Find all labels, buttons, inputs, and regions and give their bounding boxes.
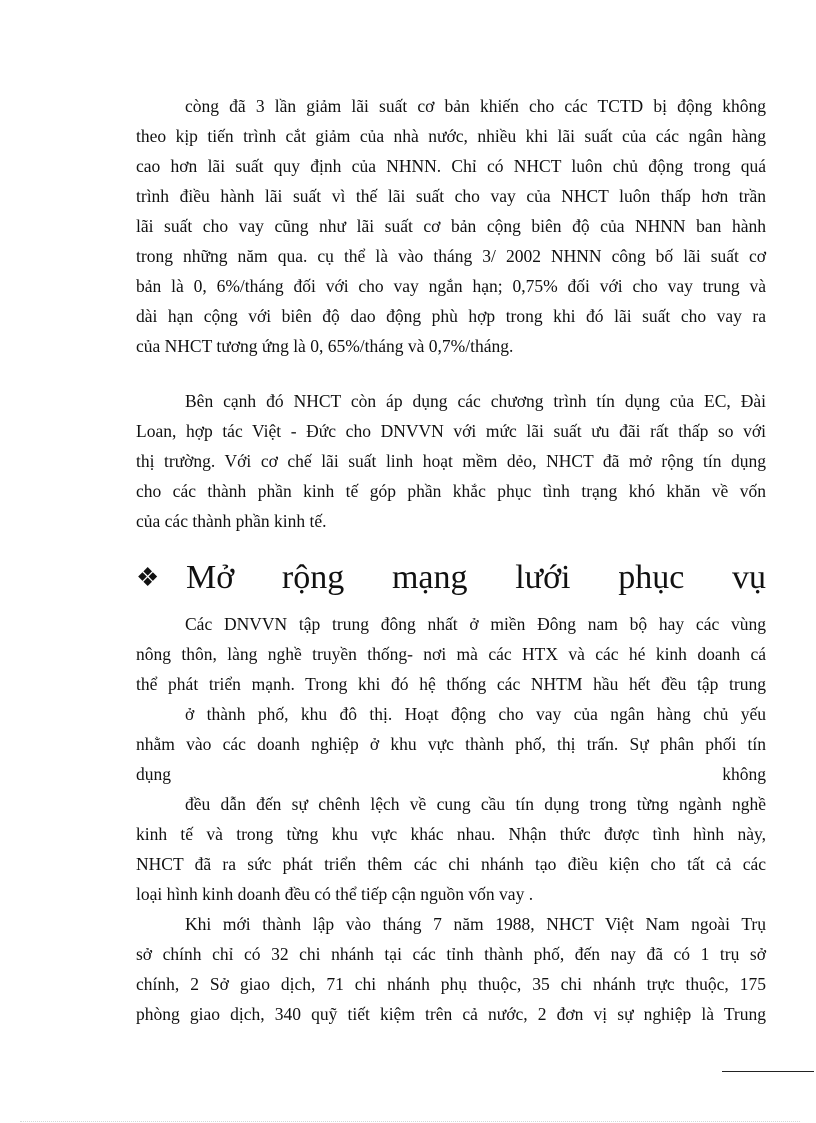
paragraph-branch-history: [136, 909, 766, 1029]
text-line: nông thôn, làng nghề truyền thống- nơi mà các HTX và các hé kinh doanh cá: [136, 644, 766, 664]
text-line: chính, 2 Sở giao dịch, 71 chi nhánh phụ thuộc, 35 chi nhánh trực thuộc, 175: [136, 974, 766, 994]
text-line: cho các thành phần kinh tế góp phần khắc phục tình trạng khó khăn về vốn: [136, 481, 766, 501]
text-line: ở thành phố, khu đô thị. Hoạt động cho vay của ngân hàng chủ yếu: [185, 704, 766, 724]
text-line: bản là 0, 6%/tháng đối với cho vay ngắn hạn; 0,75% đối với cho vay trung và: [136, 276, 766, 296]
text-line: cao hơn lãi suất quy định của NHNN. Chỉ có NHCT luôn chủ động trong quá: [136, 156, 766, 176]
text-line: còng đã 3 lần giảm lãi suất cơ bản khiến cho các TCTD bị động không: [185, 96, 766, 116]
section-heading-text: Mở rộng mạng lưới phục vụ: [186, 559, 766, 596]
text-line: sở chính chỉ có 32 chi nhánh tại các tỉnh thành phố, đến nay đã có 1 trụ sở: [136, 944, 766, 964]
text-line: theo kịp tiến trình cắt giảm của nhà nước, nhiều khi lãi suất của các ngân hàng: [136, 126, 766, 146]
section-heading: [136, 556, 766, 600]
text-line: thị trường. Với cơ chế lãi suất linh hoạt mềm dẻo, NHCT đã mở rộng tín dụng: [136, 451, 766, 471]
paragraph-network-expansion: [136, 609, 766, 909]
paragraph-credit-programs: [136, 386, 766, 536]
text-line: Loan, hợp tác Việt - Đức cho DNVVN với mức lãi suất ưu đãi rất thấp so với: [136, 421, 766, 441]
text-line: nhằm vào các doanh nghiệp ở khu vực thành phố, thị trấn. Sự phân phối tín: [136, 734, 766, 754]
text-line: dài hạn cộng với biên độ dao động phù hợp trong khi đó lãi suất cho vay ra: [136, 306, 766, 326]
text-line: của các thành phần kinh tế.: [136, 511, 327, 531]
text-line: kinh tế và trong từng khu vực khác nhau. Nhận thức được tình hình này,: [136, 824, 766, 844]
text-line: trình điều hành lãi suất vì thế lãi suất cho vay của NHCT luôn thấp hơn trần: [136, 186, 766, 206]
text-line: Khi mới thành lập vào tháng 7 năm 1988, NHCT Việt Nam ngoài Trụ: [185, 914, 766, 934]
text-line: dụng không: [136, 764, 766, 784]
text-line: Bên cạnh đó NHCT còn áp dụng các chương trình tín dụng của EC, Đài: [185, 391, 766, 411]
text-line: NHCT đã ra sức phát triển thêm các chi nhánh tạo điều kiện cho tất cả các: [136, 854, 766, 874]
text-line: thể phát triển mạnh. Trong khi đó hệ thống các NHTM hầu hết đều tập trung: [136, 674, 766, 694]
text-line: trong những năm qua. cụ thể là vào tháng 3/ 2002 NHNN công bố lãi suất cơ: [136, 246, 766, 266]
paragraph-interest-rate: [136, 91, 766, 361]
page-bottom-edge: [20, 1121, 800, 1122]
diamond-bullet-icon: ❖: [136, 563, 160, 592]
text-line: của NHCT tương ứng là 0, 65%/tháng và 0,7%/tháng.: [136, 336, 514, 356]
text-line: phòng giao dịch, 340 quỹ tiết kiệm trên cả nước, 2 đơn vị sự nghiệp là Trung: [136, 1004, 766, 1024]
text-line: đều dẫn đến sự chênh lệch về cung cầu tín dụng trong từng ngành nghề: [185, 794, 766, 814]
text-line: Các DNVVN tập trung đông nhất ở miền Đông nam bộ hay các vùng: [185, 614, 766, 634]
text-line: loại hình kinh doanh đều có thể tiếp cận nguồn vốn vay .: [136, 884, 534, 904]
footnote-separator: [722, 1071, 814, 1072]
text-line: lãi suất cho vay cũng như lãi suất cơ bản cộng biên độ của NHNN ban hành: [136, 216, 766, 236]
